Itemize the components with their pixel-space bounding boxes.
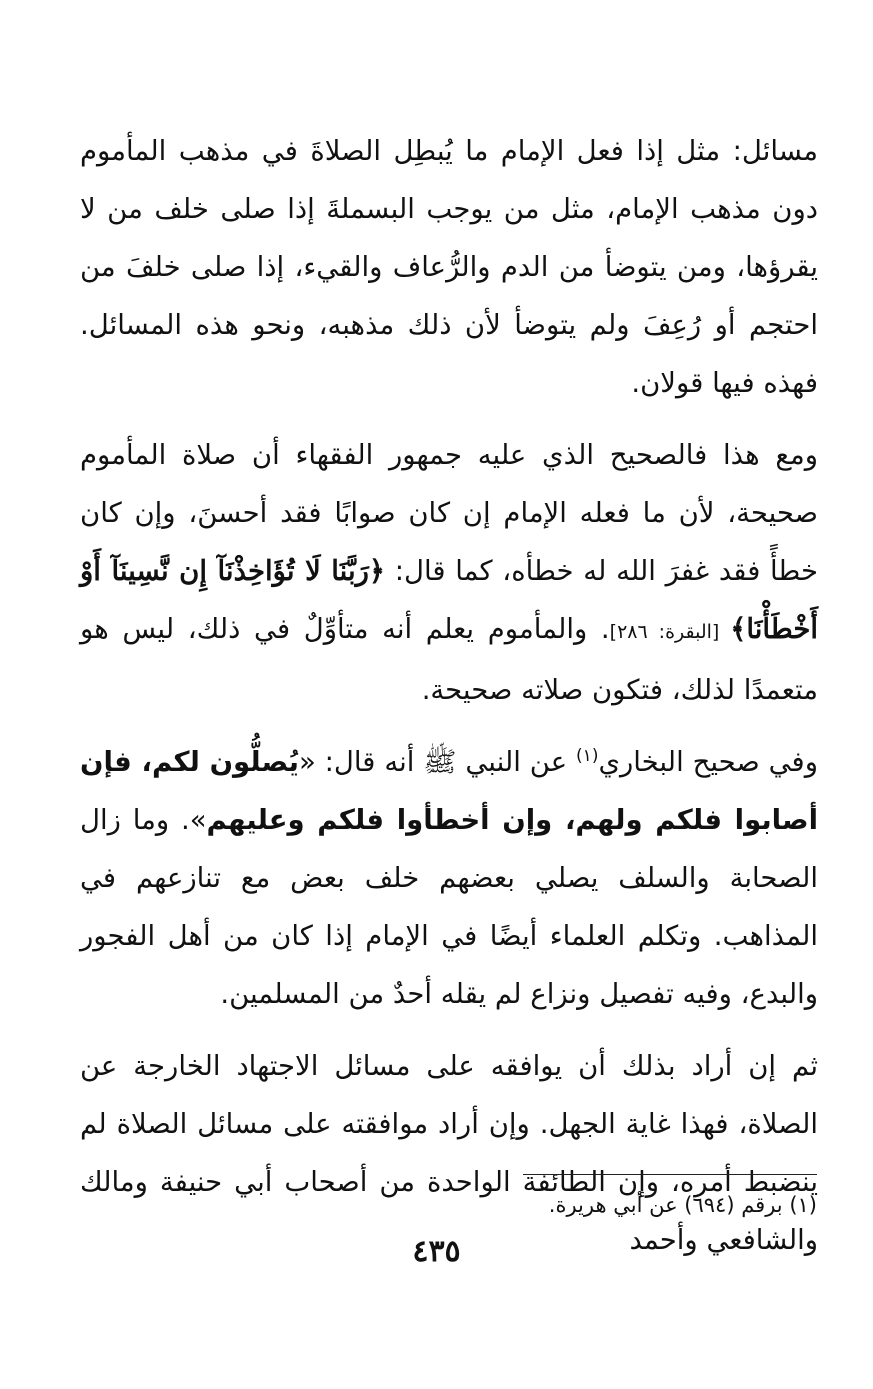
paragraph-3-continuation: ». وما زال الصحابة والسلف يصلي بعضهم خلف بعض مع تنازعهم في المذاهب. وتكلم العلماء أيضًا في الإمام إذا كان من أهل الفجور والبدع، وفيه تفصيل ونزاع لم يقله أحدٌ من المسلمين. [80, 804, 818, 1010]
quran-verse: ﴿رَبَّنَا لَا تُؤَاخِذْنَآ إِن نَّسِينَآ أَوْ أَخْطَأْنَا﴾ [80, 555, 819, 645]
footnote-divider [523, 1174, 817, 1175]
page-body [80, 122, 818, 1269]
hadith-text: يُصلُّون لكم، فإن أصابوا فلكم ولهم، وإن أخطأوا فلكم وعليهم [80, 746, 818, 836]
page-number: ٤٣٥ [412, 1234, 461, 1269]
paragraph-3-intro: وفي صحيح البخاري [598, 746, 818, 778]
paragraph-3 [80, 733, 818, 1023]
footnote: (١) برقم (٦٩٤) عن أبي هريرة. [548, 1193, 817, 1217]
paragraph-2-continuation: . والمأموم يعلم أنه متأوِّلٌ في ذلك، ليس هو متعمدًا لذلك، فتكون صلاته صحيحة. [80, 613, 818, 706]
paragraph-2-text: ومع هذا فالصحيح الذي عليه جمهور الفقهاء أن صلاة المأموم صحيحة، لأن ما فعله الإمام إن كان صوابًا فقد أحسنَ، وإن كان خطأً فقد غفرَ الله له خطأه، كما قال: [80, 439, 818, 587]
footnote-marker: (١) [576, 745, 599, 766]
paragraph-4: ثم إن أراد بذلك أن يوافقه على مسائل الاجتهاد الخارجة عن الصلاة، فهذا غاية الجهل. وإن أراد موافقته على مسائل الصلاة لم ينضبط أمره، وإن الطائفة الواحدة من أصحاب أبي حنيفة ومالك والشافعي وأحمد [80, 1050, 818, 1256]
paragraph-3-attribution: عن النبي ﷺ أنه قال: « [298, 746, 577, 778]
paragraph-1: مسائل: مثل إذا فعل الإمام ما يُبطِل الصلاةَ في مذهب المأموم دون مذهب الإمام، مثل من يوجب البسملةَ إذا صلى خلف من لا يقرؤها، ومن يتوضأ من الدم والرُّعاف والقيء، إذا صلى خلفَ من احتجم أو رُعِفَ ولم يتوضأ لأن ذلك مذهبه، ونحو هذه المسائل. فهذه فيها قولان. [80, 135, 818, 399]
surah-reference: [البقرة: ٢٨٦] [609, 621, 731, 643]
paragraph-2 [80, 426, 818, 719]
